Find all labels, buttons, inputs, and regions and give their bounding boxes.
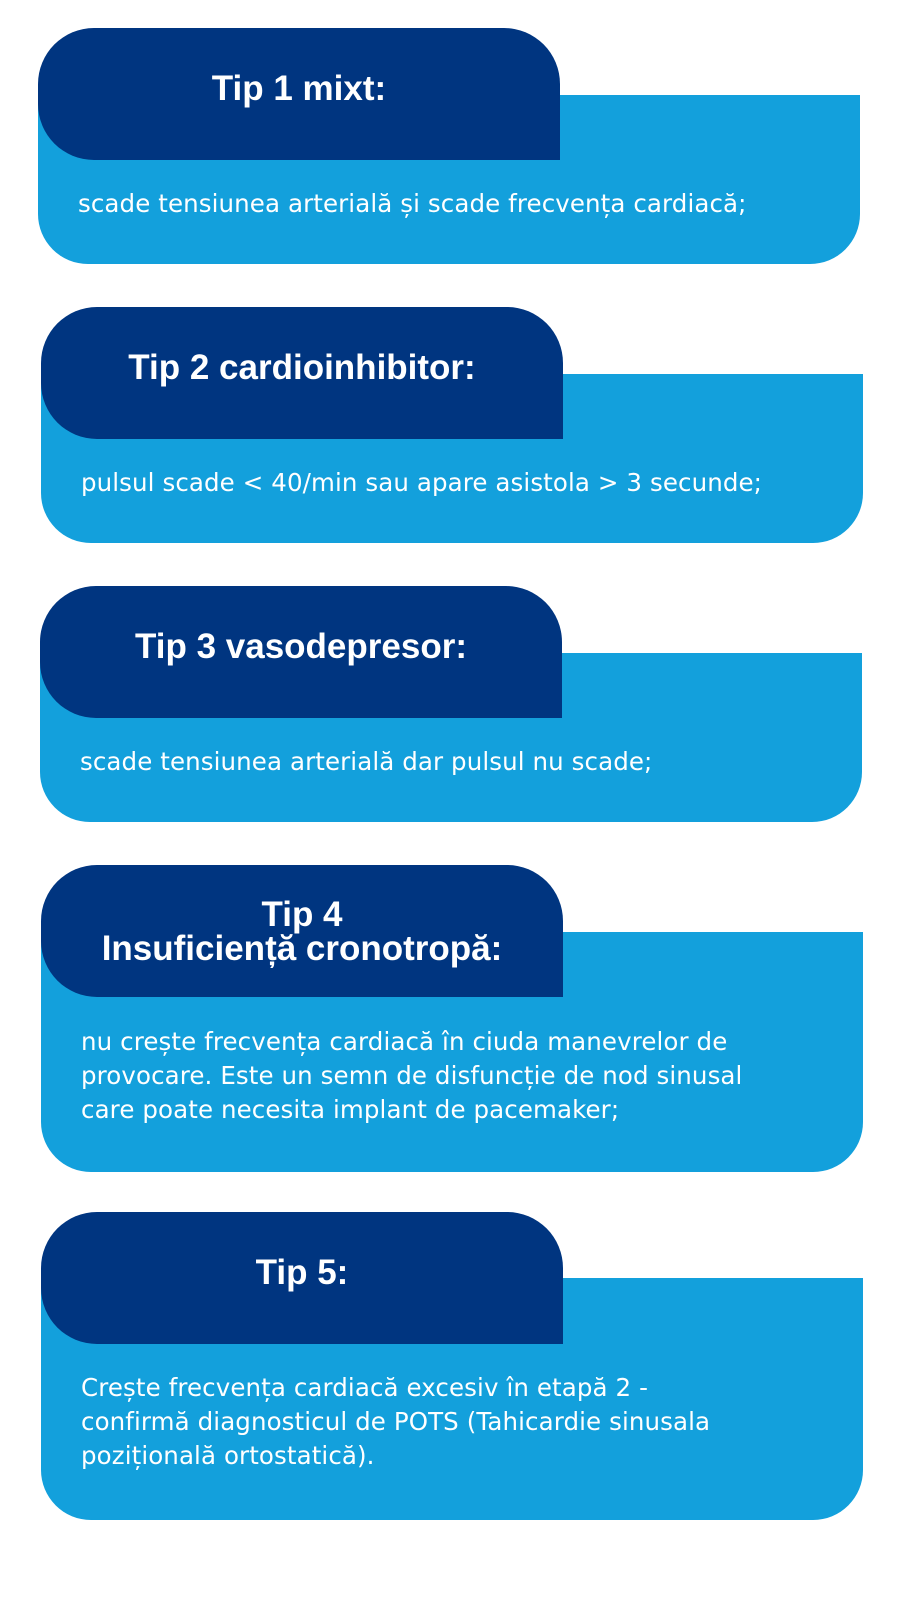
card-3-header — [40, 586, 562, 718]
card-5-title: Tip 5: — [255, 1253, 349, 1292]
card-2-header — [41, 307, 563, 439]
card-1-title: Tip 1 mixt: — [211, 69, 387, 108]
card-5-header — [41, 1212, 563, 1344]
card-4-title — [101, 895, 503, 968]
card-4-title-line2: Insuficiență cronotropă: — [101, 929, 503, 968]
card-1-text: scade tensiunea arterială și scade frecvența cardiacă; — [78, 189, 747, 218]
card-4-header — [41, 865, 563, 997]
card-3-text: scade tensiunea arterială dar pulsul nu scade; — [80, 747, 653, 776]
card-3-title: Tip 3 vasodepresor: — [135, 627, 467, 666]
card-4-text: nu crește frecvența cardiacă în ciuda manevrelor de provocare. Este un semn de disfuncție de nod sinusal care poate necesita implant de pacemaker; — [81, 1027, 743, 1124]
card-5-text: Crește frecvența cardiacă excesiv în etapă 2 - confirmă diagnosticul de POTS (Tahicardie sinusala pozițională ortostatică). — [81, 1373, 711, 1470]
card-2-title: Tip 2 cardioinhibitor: — [128, 348, 476, 387]
card-1-header — [38, 28, 560, 160]
card-4-title-line1: Tip 4 — [261, 895, 343, 934]
card-2-text: pulsul scade < 40/min sau apare asistola > 3 secunde; — [81, 468, 763, 497]
